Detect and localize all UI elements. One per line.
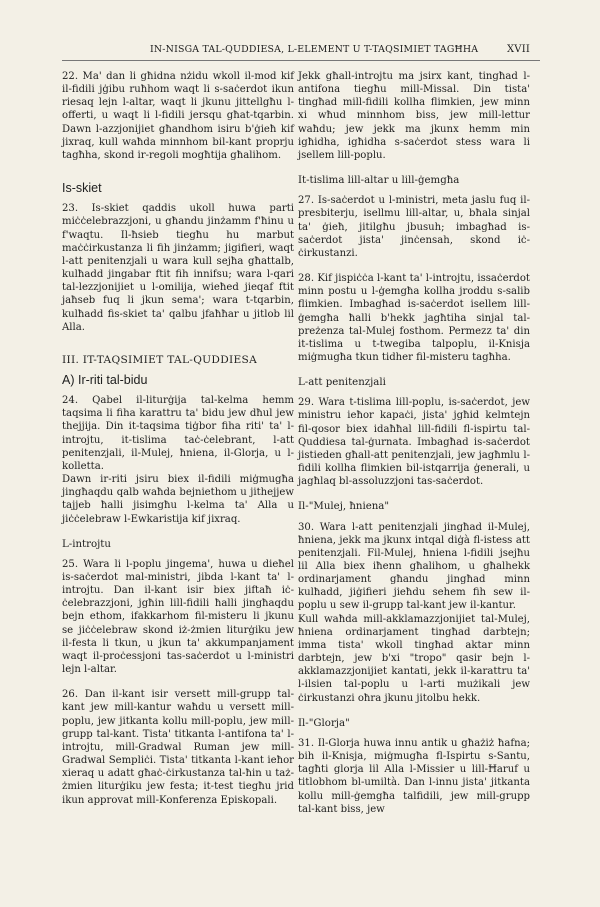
spacer [298, 488, 530, 500]
section-heading: It-tislima lill-altar u lill-ġemgħa [298, 175, 460, 187]
paragraph: Kull waħda mill-akklamazzjonijiet tal-Mulej, ħniena ordinarjament tingħad darbtejn; imma tista' wkoll tingħad aktar minn darbtejn, jew b'xi "tropo" qasir bejn l-akklamazzjonijiet kantati, jekk il-karattru ta' l-ilsien tal-poplu u l-arti mużikali jew ċirkustanzi oħra jkunu jitolbu hekk. [298, 613, 530, 704]
spacer [62, 526, 294, 538]
paragraph: 28. Kif jispiċċa l-kant ta' l-introjtu, issaċerdot minn postu u l-ġemgħa kollha jroddu s-salib flimkien. Imbagħad is-saċerdot isellem lill-ġemgħa ħalli b'hekk jagħtiha sinjal tal-preżenza tal-Mulej fosthom. Permezz ta' din it-tislima u t-twegiba talpoplu, il-Knisja miġmugħa tkun tidher fil-misteru tagħha. [298, 273, 530, 363]
section-heading: Il-"Glorja" [298, 717, 350, 729]
paragraph: 29. Wara t-tislima lill-poplu, is-saċerdot, jew ministru ieħor kapaċi, jista' jgħid kelmtejn fil-qosor biex idaħħal lill-fidili fl-ispirtu tal-Quddiesa tal-ġurnata. Imbagħad is-saċerdot jistieden għall-att penitenzjali, jew jagħmlu l-fidili kollha flimkien bil-istqarrija ġenerali, u jagħlaq bl-assoluzzjoni tas-saċerdot. [298, 397, 530, 488]
section-heading: III. IT-TAQSIMIET TAL-QUDDIESA [62, 353, 258, 366]
spacer [298, 187, 530, 194]
header-rule [62, 60, 540, 61]
spacer [62, 551, 294, 558]
spacer [298, 364, 530, 376]
right-column [298, 70, 530, 816]
running-title: IN-NISGA TAL-QUDDIESA, L-ELEMENT U T-TAQSIMIET TAGĦHA [150, 44, 479, 55]
spacer [62, 162, 294, 182]
left-column [62, 70, 294, 807]
spacer [62, 195, 294, 202]
section-heading: L-introjtu [62, 538, 111, 550]
paragraph: 24. Qabel il-liturġija tal-kelma hemm taqsima li fiha karattru ta' bidu jew dħul jew thejjija. Din it-taqsima tiġbor fiha riti' ta' l-introjtu, it-tislima taċ-ċelebrant, l-att penitenzjali, il-Mulej, ħniena, il-Glorja, u l-kolletta. [62, 395, 294, 472]
spacer [62, 387, 294, 394]
paragraph: 22. Ma' dan li għidna nżidu wkoll il-mod kif il-fidili jġibu ruħhom waqt li s-saċerdot ikun riesaq lejn l-altar, waqt li jkunu jittellgħu l-offerti, u waqt li l-fidili jersqu għat-tqarbin. Dawn l-azzjonijiet għandhom isiru b'ġieħ kif jixraq, kull waħda minnhom bil-kant proprju tagħha, skond ir-regoli mogħtija għalihom. [62, 71, 294, 161]
running-header [150, 44, 530, 55]
paragraph: 23. Is-skiet qaddis ukoll huwa parti miċċelebrazzjoni, u għandu jinżamm f'ħinu u f'waqtu. Il-ħsieb tiegħu hu marbut maċċirkustanza li fih jinżamm; jigifieri, waqt l-att penitenzjali u wara kull sejħa għattalb, kulħadd jingabar ftit fih innifsu; wara l-qari tal-lezzjonijiet u l-omilija, wieħed jieqaf ftit jaħseb fuq li jkun sema'; wara t-tqarbin, kulħadd fis-skiet ta' qalbu jfaħħar u jitlob lil Alla. [62, 203, 294, 333]
spacer [298, 162, 530, 174]
paragraph: Dawn ir-riti jsiru biex il-fidili miġmugħa jingħaqdu qalb waħda bejniethom u jithejjew tajjeb ħalli jisimgħu l-kelma ta' Alla u jiċċelebraw l-Ewkaristija kif jixraq. [62, 474, 294, 525]
spacer [298, 730, 530, 737]
paragraph: 30. Wara l-att penitenzjali jingħad il-Mulej, ħniena, jekk ma jkunx intqal diġà fl-istess att penitenzjali. Fil-Mulej, ħniena l-fidili jsejħu lil Alla biex iħenn għalihom, u għalhekk ordinarjament għandu jingħad minn kulħadd, jiġifieri jieħdu sehem fih sew il-poplu u sew il-grupp tal-kant jew il-kantur. [298, 521, 530, 612]
paragraph: Jekk għall-introjtu ma jsirx kant, tingħad l-antifona tiegħu mill-Missal. Din tista' tingħad mill-fidili kollha flimkien, jew minn xi wħud minnhom biss, jew mill-lettur waħdu; jew jekk ma jkunx hemm min igħidha, igħidha s-saċerdot stess wara li jsellem lill-poplu. [298, 71, 530, 161]
section-heading: L-att penitenzjali [298, 377, 386, 389]
section-heading: Il-"Mulej, ħniena" [298, 501, 390, 513]
paragraph: 26. Dan il-kant isir versett mill-grupp tal-kant jew mill-kantur waħdu u versett mill-poplu, jew jitkanta kollu mill-poplu, jew mill-grupp tal-kant. Tista' titkanta l-antifona ta' l-introjtu, mill-Gradwal Ruman jew mill-Gradwal Sempliċi. Tista' titkanta l-kant ieħor xieraq u adatt għaċ-ċirkustanza tal-ħin u taż-żmien liturġiku jew festa; it-test tiegħu jrid ikun approvat mill-Konferenza Episkopali. [62, 689, 294, 806]
spacer [298, 514, 530, 521]
spacer [62, 334, 294, 354]
spacer [298, 389, 530, 396]
spacer [62, 676, 294, 688]
section-heading: A) Ir-riti tal-bidu [62, 372, 148, 387]
paragraph: 27. Is-saċerdot u l-ministri, meta jaslu fuq il-presbiterju, isellmu lill-altar, u, bħala sinjal ta' ġieħ, jitilgħu jbusuh; imbagħad is-saċerdot jista' jinċensah, skond iċ-ċirkustanzi. [298, 195, 530, 259]
paragraph: 25. Wara li l-poplu jingema', huwa u dieħel is-saċerdot mal-ministri, jibda l-kant ta' l-introjtu. Dan il-kant isir biex jiftaħ iċ-ċelebrazzjoni, jgħin lill-fidili ħalli jingħaqdu bejn ethom, ifakkarhom fil-misteru li jkunu se jiċċelebraw skond iż-żmien liturġiku jew il-festa li tkun, u jkun ta' akkumpanjament waqt il-proċessjoni tas-saċerdot u l-ministri lejn l-altar. [62, 558, 294, 676]
spacer [298, 260, 530, 272]
spacer [298, 705, 530, 717]
paragraph: 31. Il-Glorja huwa innu antik u għażiż ħafna; bih il-Knisja, miġmugħa fl-Ispirtu s-Santu, tagħti glorja lil Alla l-Missier u lill-Ħaruf u titlobhom bl-umiltà. Dan l-innu jista' jitkanta kollu mill-ġemgħa talfidili, jew mill-grupp tal-kant biss, jew [298, 737, 530, 815]
page-number: XVII [506, 44, 530, 55]
section-heading: Is-skiet [62, 181, 102, 196]
